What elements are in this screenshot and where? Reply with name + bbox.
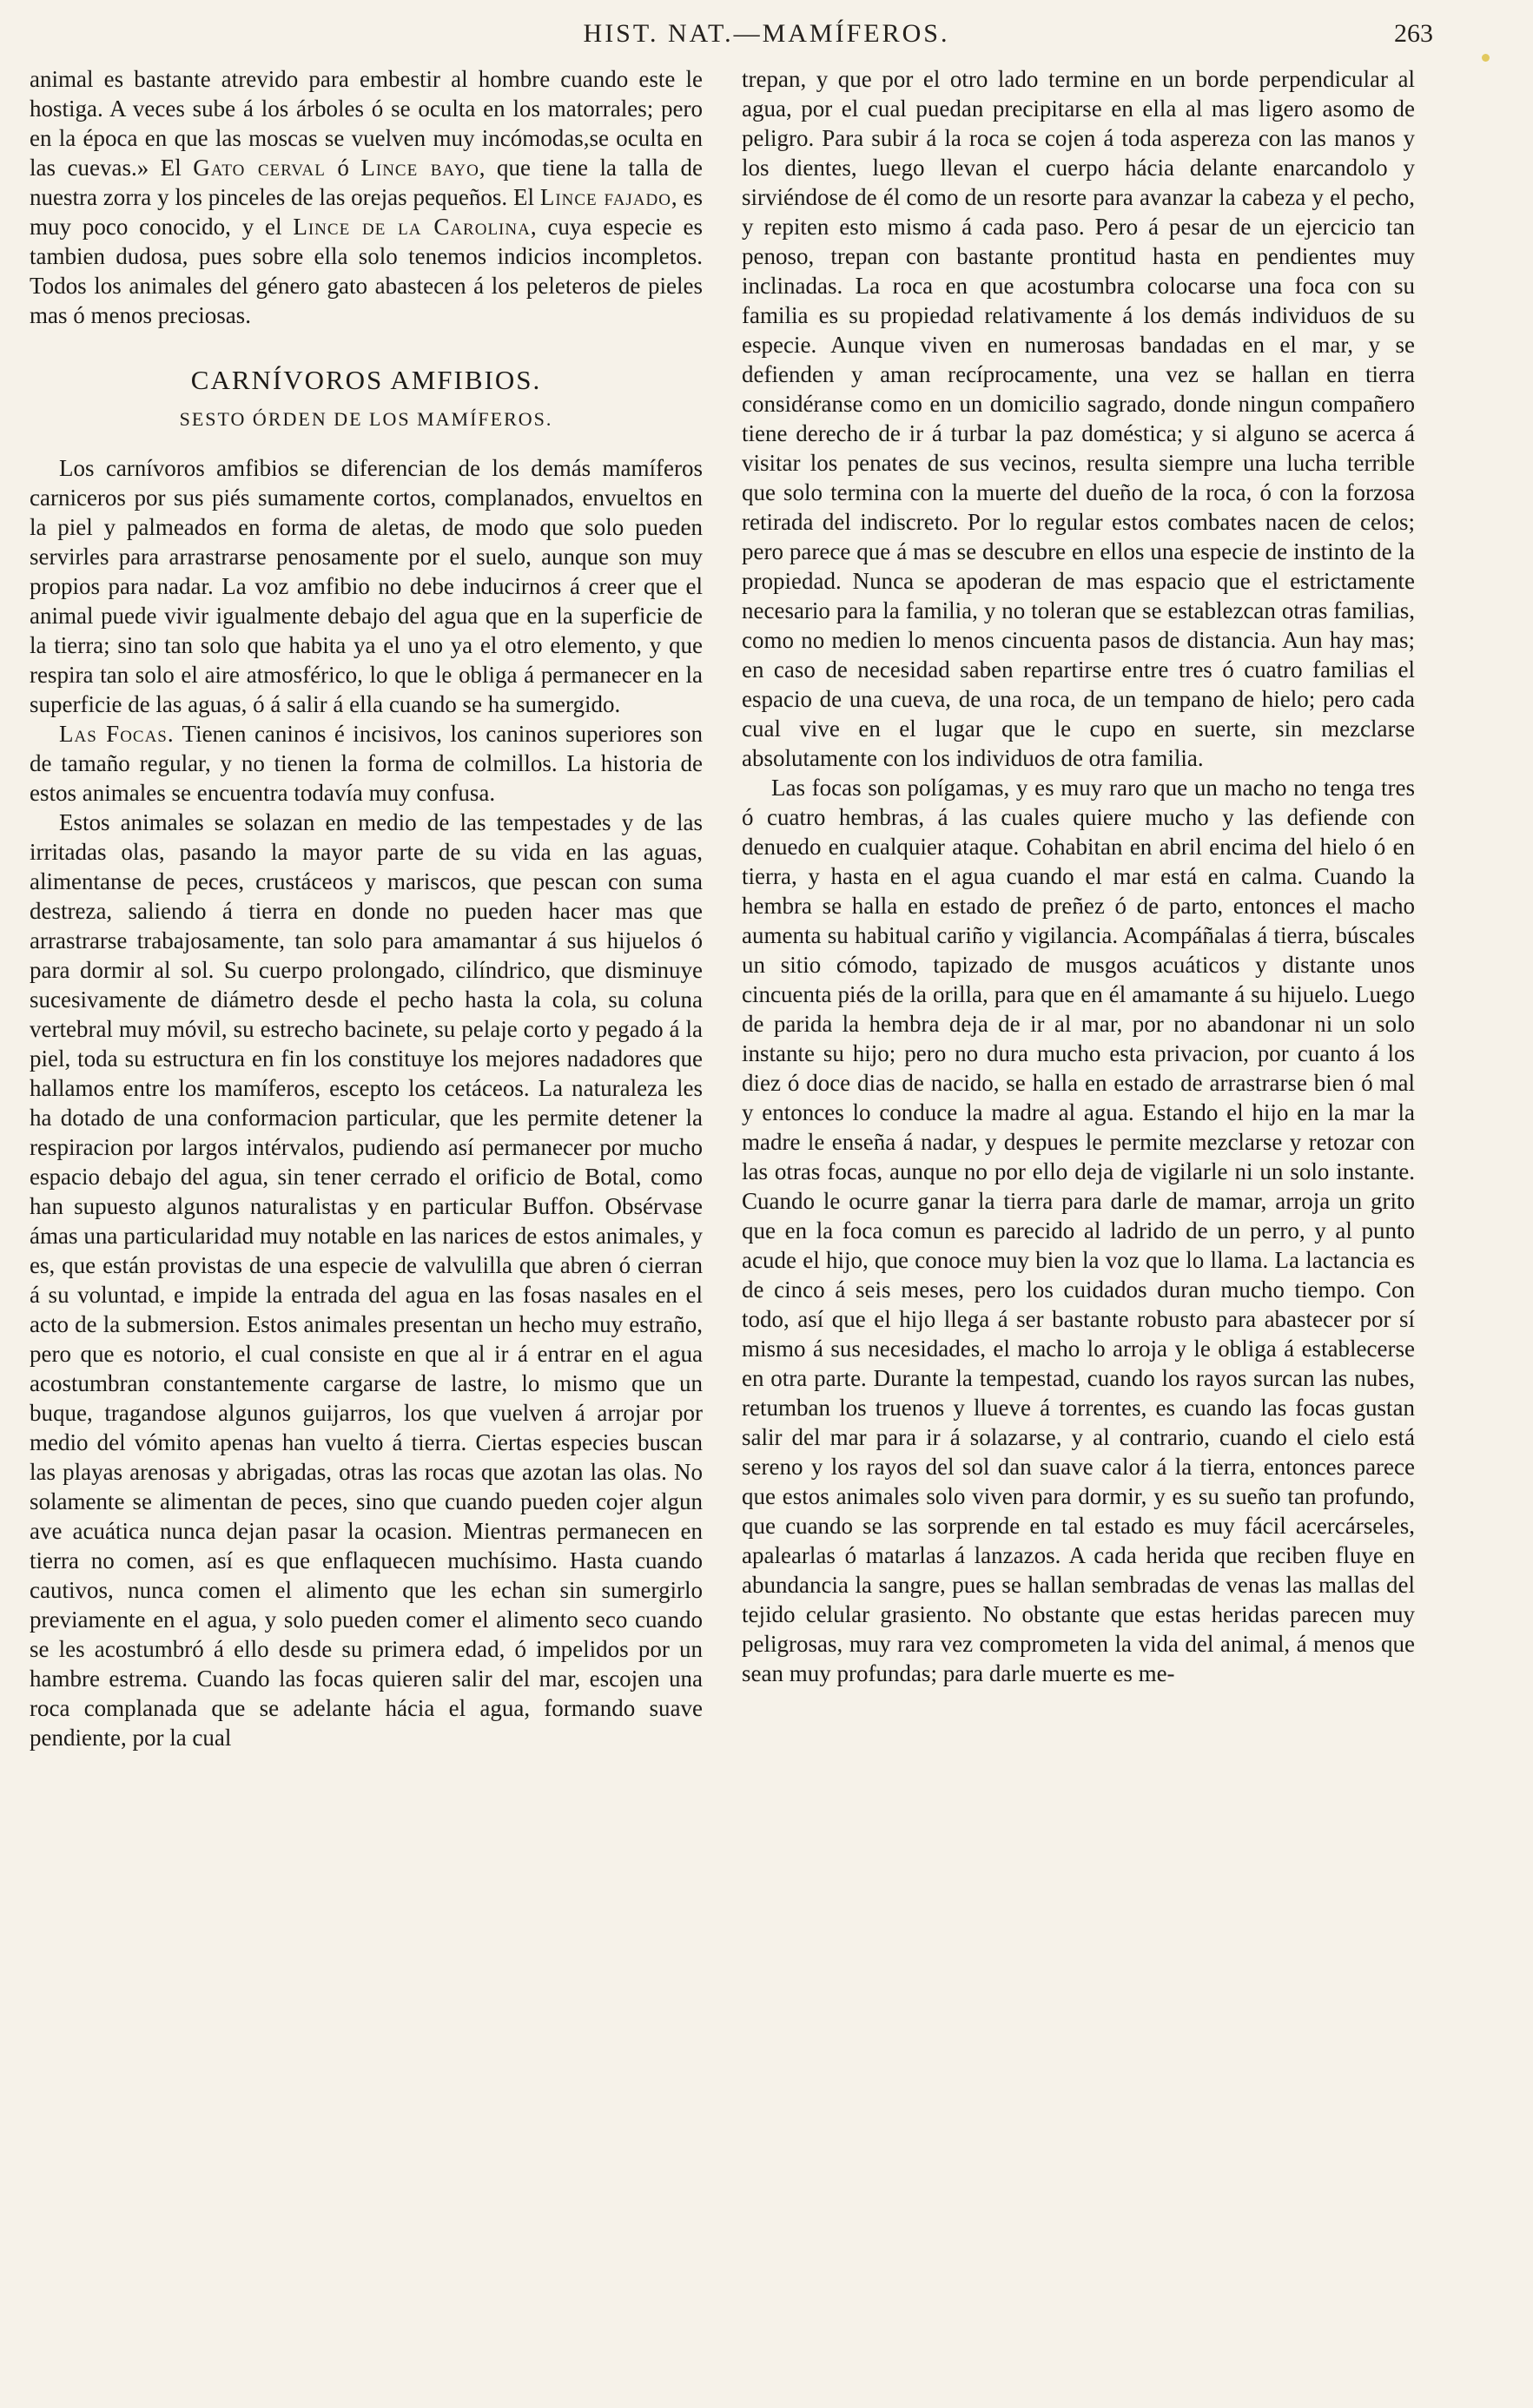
species-name-gato-cerval: Gato cerval xyxy=(193,155,326,181)
margin-mark xyxy=(1482,54,1490,62)
species-name-lince-carolina: Lince de la Carolina xyxy=(293,214,531,240)
right-paragraph-rocas: trepan, y que por el otro lado termine en un borde perpendicular al agua, por el cual puedan precipitarse en ella al mas ligero asomo de peligro. Para subir á la roca se cojen á toda aspereza con las manos y los dientes, luego llevan el cuerpo hácia delante enarcandolo y sirviéndose de él como de un resorte para avanzar la cabeza y el pecho, y repiten esto mismo á cada paso. Pero á pesar de un ejercicio tan penoso, trepan con bastante prontitud hasta en pendientes muy inclinadas. La roca en que acostumbra colocarse una foca con su familia es su propiedad relativamente á los demás individuos de su especie. Aunque viven en numerosas bandadas en el mar, y se defienden y aman recíprocamente, una vez se hallan en tierra considéranse como en un domicilio sagrado, donde ningun compañero tiene derecho de ir á turbar la paz doméstica; y si alguno se acerca á visitar los penates de sus vecinos, resulta siempre una lucha terrible que solo termina con la muerte del dueño de la roca, ó con la forzosa retirada del indiscreto. Por lo regular estos combates nacen de celos; pero parece que á mas se descubre en ellos una especie de instinto de la propiedad. Nunca se apoderan de mas espacio que el estrictamente necesario para la familia, y no toleran que se establezcan otras familias, como no medien lo menos cincuenta pasos de distancia. Aun hay mas; en caso de necesidad saben repartirse entre tres ó cuatro familias el espacio de una cueva, de una roca, de un tempano de hielo; pero cada cual vive en el lugar que le cupo en suerte, sin mezclarse absolutamente con los individuos de otra familia. xyxy=(742,66,1415,771)
text-run: Tienen caninos é incisivos, los caninos superiores son de tamaño regular, y no tienen la forma de colmillos. La historia de estos animales se encuentra todavía muy confusa. xyxy=(30,721,703,806)
right-column xyxy=(742,64,1415,2192)
species-name-lince-bayo: Lince bayo xyxy=(360,155,479,181)
right-paragraph-poligamas: Las focas son polígamas, y es muy raro que un macho no tenga tres ó cuatro hembras, á las cuales quiere mucho y las defiende con denuedo en cualquier ataque. Cohabitan en abril encima del hielo ó en tierra, y hasta en el agua cuando el mar está en calma. Cuando la hembra se halla en estado de preñez ó de parto, entonces el macho aumenta su habitual cariño y vigilancia. Acompáñalas á tierra, búscales un sitio cómodo, tapizado de musgos acuáticos y distante unos cincuenta piés de la orilla, para que en él amamante á su hijuelo. Luego de parida la hembra deja de ir al mar, por no abandonar ni un solo instante su hijo; pero no dura mucho esta privacion, por cuanto á los diez ó doce dias de nacido, se halla en estado de arrastrarse bien ó mal y entonces lo conduce la madre al agua. Estando el hijo en la mar la madre le enseña á nadar, y despues le permite mezclarse y retozar con las otras focas, aunque no por ello deja de vigilarle ni un solo instante. Cuando le ocurre ganar la tierra para darle de mamar, arroja un grito que en la foca comun es parecido al ladrido de un perro, y al punto acude el hijo, que conoce muy bien la voz que lo llama. La lactancia es de cinco á seis meses, pero los cuidados duran mucho tiempo. Con todo, así que el hijo llega á ser bastante robusto para abastecer por sí mismo á sus necesidades, el macho lo arroja y le obliga á establecerse en otra parte. Durante la tempestad, cuando los rayos surcan las nubes, retumban los truenos y llueve á torrentes, es cuando las focas gustan salir del mar para ir á solazarse, y al contrario, cuando el cielo está sereno y los rayos del sol dan suave calor á la tierra, entonces parece que estos animales solo viven para dormir, y es su sueño tan profundo, que cuando se las sorprende en tal estado es muy fácil acercárseles, apalearlas ó matarlas á lanzazos. A cada herida que reciben fluye en abundancia la sangre, pues se hallan sembradas de venas las mallas del tejido celular grasiento. No obstante que estas heridas parecen muy peligrosas, muy rara vez comprometen la vida del animal, á menos que sean muy profundas; para darle muerte es me- xyxy=(742,775,1415,1686)
section-title: CARNÍVOROS AMFIBIOS. xyxy=(190,365,542,395)
left-paragraph-focas xyxy=(30,719,703,808)
running-head xyxy=(0,19,1533,54)
text-run: ó xyxy=(325,155,361,181)
genus-name-focas: Las Focas. xyxy=(59,721,175,747)
text-run: , cuya especie es tambien dudosa, pues sobre ella solo tenemos indicios incompletos. Todos los animales del género gato abastecen á los peleteros de pieles mas ó menos preciosas. xyxy=(30,214,703,328)
left-paragraph-lince xyxy=(30,64,703,330)
text-run: animal es bastante atrevido para embestir al hombre cuando este le hostiga. A veces sube á los árboles ó se oculta en los matorrales; pero en la época en que las moscas se vuelven muy incómodas,se oculta en las cuevas.» El xyxy=(30,66,703,181)
species-name-lince-fajado: Lince fajado xyxy=(539,184,671,210)
section-subtitle: SESTO ÓRDEN DE LOS MAMÍFEROS. xyxy=(179,408,553,430)
text-columns xyxy=(30,64,1419,2192)
page-number: 263 xyxy=(1394,19,1433,48)
left-paragraph-costumbres: Estos animales se solazan en medio de las tempestades y de las irritadas olas, pasando la mayor parte de su vida en las aguas, alimentanse de peces, crustáceos y mariscos, que pescan con suma destreza, saliendo á tierra en donde no pueden hacer mas que arrastrarse trabajosamente, tan solo para amamantar á sus hijuelos ó para dormir al sol. Su cuerpo prolongado, cilíndrico, que disminuye sucesivamente de diámetro desde el pecho hasta la cola, su coluna vertebral muy móvil, su estrecho bacinete, su pelaje corto y pegado á la piel, toda su estructura en fin los constituye los mejores nadadores que hallamos entre los mamíferos, escepto los cetáceos. La naturaleza les ha dotado de una conformacion particular, que les permite detener la respiracion por largos intérvalos, pudiendo así permanecer por mucho espacio debajo del agua, sin tener cerrado el orificio de Botal, como han supuesto algunos naturalistas y en particular Buffon. Obsérvase ámas una particularidad muy notable en las narices de estos animales, y es, que están provistas de una especie de valvulilla que abren ó cierran á su voluntad, e impide la entrada del agua en las fosas nasales en el acto de la submersion. Estos animales presentan un hecho muy estraño, pero que es notorio, el cual consiste en que al ir á entrar en el agua acostumbran constantemente cargarse de lastre, lo mismo que un buque, tragandose algunos guijarros, los que vuelven á arrojar por medio del vómito apenas han vuelto á tierra. Ciertas especies buscan las playas arenosas y abrigadas, otras las rocas que azotan las olas. No solamente se alimentan de peces, sino que cuando pueden cojer algun ave acuática nunca dejan pasar la ocasion. Mientras permanecen en tierra no comen, así es que enflaquecen muchísimo. Hasta cuando cautivos, nunca comen el alimento que les echan sin sumergirlo previamente en el agua, y solo pueden comer el alimento seco cuando se les acostumbró á ello desde su primera edad, ó impelidos por un hambre estrema. Cuando las focas quieren salir del mar, escojen una roca complanada que se adelante hácia el agua, formando suave pendiente, por la cual xyxy=(30,809,703,1751)
text-run: , es muy poco conocido, y el xyxy=(30,184,703,240)
running-title: HIST. NAT.—MAMÍFEROS. xyxy=(583,19,950,48)
left-column xyxy=(30,64,703,2192)
left-paragraph-amfibios: Los carnívoros amfibios se diferencian de los demás mamíferos carniceros por sus piés sumamente cortos, complanados, envueltos en la piel y palmeados en forma de aletas, de modo que solo pueden servirles para arrastrarse penosamente por el suelo, aunque son muy propios para nadar. La voz amfibio no debe inducirnos á creer que el animal puede vivir igualmente debajo del agua que en la superficie de la tierra; sino tan solo que habita ya el uno ya el otro elemento, y que respira tan solo el aire atmosférico, lo que le obliga á permanecer en la superficie de las aguas, ó á salir á ella cuando se ha sumergido. xyxy=(30,455,703,717)
text-run: , que tiene la talla de nuestra zorra y los pinceles de las orejas pequeños. El xyxy=(30,155,703,210)
